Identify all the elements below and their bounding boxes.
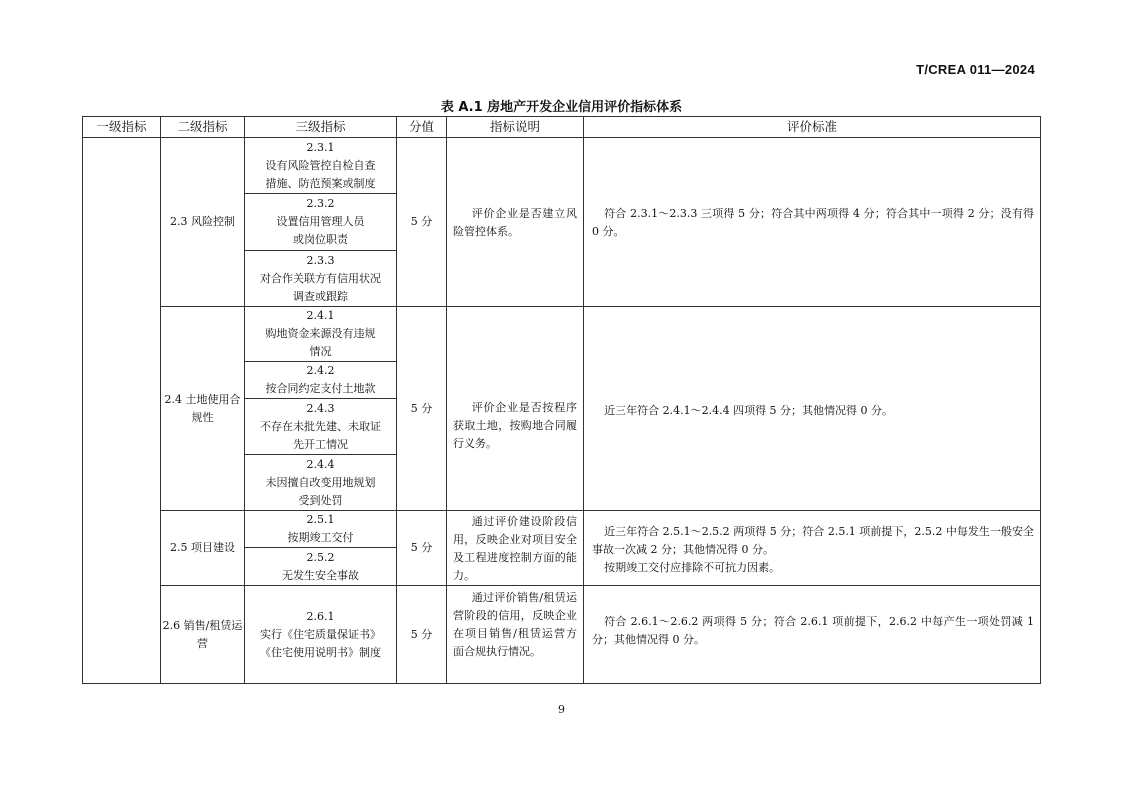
level3-text-line: 设有风险管控自检自查 — [265, 158, 376, 172]
score-value: 5 分 — [410, 215, 433, 228]
level3-indicator — [245, 194, 397, 251]
level3-code: 2.6.1 — [306, 609, 335, 623]
criteria-paragraph: 近三年符合 2.4.1～2.4.4 四项得 5 分；其他情况得 0 分。 — [604, 404, 894, 417]
criteria-cell — [584, 138, 1041, 307]
criteria-text — [584, 138, 1040, 241]
description-text: 通过评价销售/租赁运营阶段的信用，反映企业在项目销售/租赁运营方面合规执行情况。 — [453, 591, 577, 658]
level3-code: 2.5.1 — [306, 513, 335, 526]
level3-text-line: 无发生安全事故 — [282, 568, 359, 582]
level2-indicator — [161, 138, 245, 307]
level3-indicator — [245, 548, 397, 586]
level3-text-line: 按合同约定支付土地款 — [265, 382, 376, 395]
level2-label: 2.4 土地使用合规性 — [164, 392, 241, 424]
col-header-level2: 二级指标 — [161, 117, 245, 138]
description-cell — [447, 586, 584, 684]
table-row — [83, 138, 1041, 194]
level3-indicator — [245, 455, 397, 511]
col-header-score: 分值 — [397, 117, 447, 138]
level3-item — [245, 195, 396, 249]
level3-text-line: 先开工情况 — [293, 437, 348, 451]
level3-code: 2.4.1 — [306, 309, 335, 322]
score-cell — [397, 138, 447, 307]
level3-indicator — [245, 586, 397, 684]
level3-text-line: 设置信用管理人员 — [276, 215, 365, 228]
criteria-cell — [584, 307, 1041, 511]
level1-cell — [83, 138, 161, 684]
level3-code: 2.3.1 — [306, 140, 335, 154]
description-cell — [447, 307, 584, 511]
standard-code: T/CREA 011—2024 — [916, 62, 1035, 77]
level3-code: 2.3.3 — [306, 253, 335, 267]
level3-text-line: 未因擅自改变用地规划 — [265, 475, 376, 489]
level3-text-line: 措施、防范预案或制度 — [265, 176, 376, 190]
description-cell — [447, 138, 584, 307]
score-cell — [397, 511, 447, 586]
level3-code: 2.4.3 — [306, 401, 335, 415]
table-header-row — [83, 117, 1041, 138]
col-header-description: 指标说明 — [447, 117, 584, 138]
level2-indicator — [161, 307, 245, 511]
table-row — [83, 307, 1041, 362]
level3-item — [245, 362, 396, 398]
credit-index-table — [82, 116, 1041, 684]
criteria-text — [584, 586, 1040, 649]
level3-text-line: 《住宅使用说明书》制度 — [260, 645, 381, 659]
level3-item — [245, 608, 396, 662]
col-header-level3: 三级指标 — [245, 117, 397, 138]
criteria-cell — [584, 511, 1041, 586]
level3-indicator — [245, 399, 397, 455]
description-text: 通过评价建设阶段信用，反映企业对项目安全及工程进度控制方面的能力。 — [453, 515, 577, 582]
score-value: 5 分 — [410, 541, 433, 554]
table-row — [83, 586, 1041, 684]
criteria-text — [584, 511, 1040, 577]
criteria-paragraph: 按期竣工交付应排除不可抗力因素。 — [604, 561, 781, 574]
level2-indicator — [161, 511, 245, 586]
level3-item — [245, 549, 396, 585]
level3-item — [245, 139, 396, 193]
col-header-level1: 一级指标 — [83, 117, 161, 138]
level2-label: 2.5 项目建设 — [170, 541, 235, 554]
level3-item — [245, 400, 396, 454]
level3-text-line: 不存在未批先建、未取证 — [260, 419, 381, 433]
score-cell — [397, 586, 447, 684]
level3-code: 2.4.4 — [306, 457, 335, 471]
level3-code: 2.4.2 — [306, 364, 335, 377]
description-cell — [447, 511, 584, 586]
level2-label: 2.3 风险控制 — [170, 215, 235, 228]
level2-label: 2.6 销售/租赁运营 — [162, 618, 243, 650]
criteria-paragraph: 符合 2.6.1～2.6.2 两项得 5 分；符合 2.6.1 项前提下，2.6.2 中每产生一项处罚减 1 分；其他情况得 0 分。 — [592, 615, 1034, 646]
level3-item — [245, 307, 396, 361]
criteria-cell — [584, 586, 1041, 684]
level3-item — [245, 456, 396, 510]
score-cell — [397, 307, 447, 511]
table-body — [83, 138, 1041, 684]
level3-text-line: 购地资金来源没有违规 — [265, 327, 376, 340]
level3-indicator — [245, 251, 397, 307]
level3-text-line: 调查或跟踪 — [293, 289, 348, 303]
level3-code: 2.3.2 — [306, 197, 335, 210]
table-row — [83, 511, 1041, 548]
level3-indicator — [245, 307, 397, 362]
level3-text-line: 受到处罚 — [298, 493, 343, 507]
description-text: 评价企业是否建立风险管控体系。 — [453, 207, 577, 238]
level3-text-line: 按期竣工交付 — [287, 531, 354, 544]
level3-indicator — [245, 138, 397, 194]
level3-text-line: 情况 — [309, 345, 332, 358]
level3-item — [245, 252, 396, 306]
level2-indicator — [161, 586, 245, 684]
criteria-text — [584, 307, 1040, 420]
score-value: 5 分 — [410, 401, 433, 415]
level3-text-line: 实行《住宅质量保证书》 — [260, 627, 381, 641]
page-number: 9 — [558, 703, 565, 716]
level3-indicator — [245, 362, 397, 399]
level3-item — [245, 511, 396, 547]
criteria-paragraph: 近三年符合 2.5.1～2.5.2 两项得 5 分；符合 2.5.1 项前提下，2.5.2 中每发生一般安全事故一次减 2 分；其他情况得 0 分。 — [592, 525, 1034, 556]
level3-code: 2.5.2 — [306, 550, 335, 564]
score-value: 5 分 — [410, 627, 433, 641]
criteria-paragraph: 符合 2.3.1～2.3.3 三项得 5 分；符合其中两项得 4 分；符合其中一项得 2 分；没有得 0 分。 — [592, 207, 1034, 238]
level3-indicator — [245, 511, 397, 548]
description-text: 评价企业是否按程序获取土地，按购地合同履行义务。 — [453, 401, 577, 450]
level3-text-line: 对合作关联方有信用状况 — [260, 271, 381, 285]
level3-text-line: 或岗位职责 — [293, 233, 348, 246]
table-caption: 表 A.1 房地产开发企业信用评价指标体系 — [440, 100, 683, 115]
col-header-criteria: 评价标准 — [584, 117, 1041, 138]
